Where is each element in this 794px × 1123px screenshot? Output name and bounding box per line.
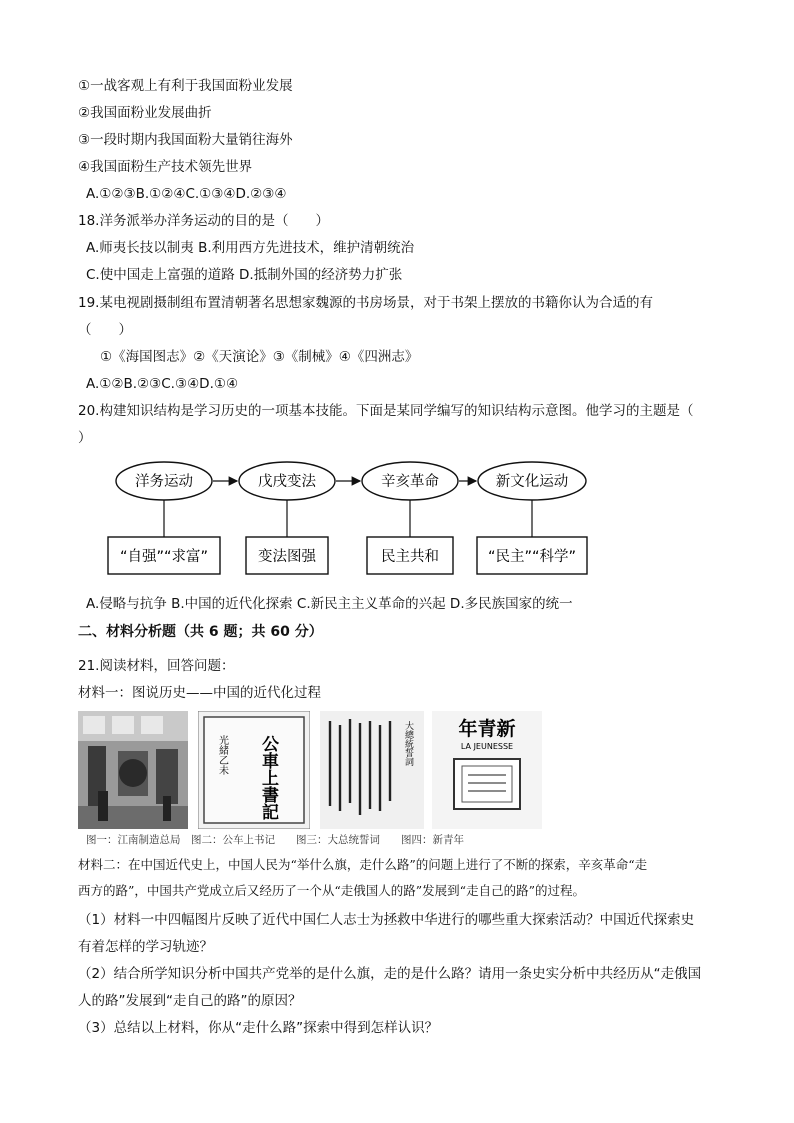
question-21: 21.阅读材料，回答问题： bbox=[78, 658, 235, 674]
node-xinhai bbox=[362, 462, 458, 500]
material-1: 材料一：图说历史——中国的近代化过程 bbox=[78, 685, 321, 701]
subquestion-2-line-2: 人的路”发展到“走自己的路”的原因？ bbox=[78, 993, 302, 1009]
subquestion-1-line-2: 有着怎样的学习轨迹？ bbox=[78, 939, 213, 955]
q19-blank: （ ） bbox=[78, 322, 132, 338]
q17-choices: A.①②③B.①②④C.①③④D.②③④ bbox=[86, 186, 287, 202]
subquestion-2-line-1: （2）结合所学知识分析中国共产党举的是什么旗，走的是什么路？请用一条史实分析中共经历从“走俄国 bbox=[78, 966, 702, 982]
option-1: ①一战客观上有利于我国面粉业发展 bbox=[78, 78, 293, 94]
q18-choices-ab: A.师夷长技以制夷 B.利用西方先进技术，维护清朝统治 bbox=[86, 240, 415, 256]
option-3: ③一段时期内我国面粉大量销往海外 bbox=[78, 132, 293, 148]
box-label: 民主共和 bbox=[381, 549, 439, 565]
box-minzhu-kexue bbox=[477, 537, 587, 574]
box-ziqiang bbox=[108, 537, 220, 574]
new-youth-subtitle: LA JEUNESSE bbox=[460, 742, 514, 751]
box-bianfa bbox=[246, 537, 328, 574]
gongche-title: 公車上書記 bbox=[258, 735, 278, 820]
photo-president-oath bbox=[320, 711, 424, 829]
gongche-side-text: 光緒乙未 bbox=[216, 735, 228, 775]
oath-heading: 大總統誓詞 bbox=[403, 721, 413, 766]
node-wuxu bbox=[239, 462, 335, 500]
node-label: 辛亥革命 bbox=[381, 474, 439, 490]
q20-choices: A.侵略与抗争 B.中国的近代化探索 C.新民主主义革命的兴起 D.多民族国家的统一 bbox=[86, 596, 573, 612]
photo-new-youth bbox=[432, 711, 542, 829]
photo-gongche-shangshu bbox=[198, 711, 310, 829]
q19-choices: A.①②B.②③C.③④D.①④ bbox=[86, 376, 239, 392]
node-label: 新文化运动 bbox=[495, 474, 569, 490]
question-20: 20.构建知识结构是学习历史的一项基本技能。下面是某同学编写的知识结构示意图。他学习的主题是（ bbox=[78, 403, 694, 419]
q20-blank: ） bbox=[78, 430, 92, 446]
subquestion-3: （3）总结以上材料，你从“走什么路”探索中得到怎样认识？ bbox=[78, 1020, 439, 1036]
box-label: “民主”“科学” bbox=[487, 549, 577, 565]
q18-choices-cd: C.使中国走上富强的道路 D.抵制外国的经济势力扩张 bbox=[86, 267, 403, 283]
q19-books: ①《海国图志》②《天演论》③《制械》④《四洲志》 bbox=[100, 349, 419, 365]
box-minzhu-gonghe bbox=[367, 537, 453, 574]
node-yangwu bbox=[116, 462, 212, 500]
box-label: 变法图强 bbox=[258, 549, 316, 565]
photo-captions: 图一：江南制造总局 图二：公车上书记 图三：大总统誓词 图四：新青年 bbox=[86, 834, 464, 846]
box-label: “自强”“求富” bbox=[119, 549, 209, 565]
node-label: 戊戌变法 bbox=[258, 474, 316, 490]
node-label: 洋务运动 bbox=[135, 474, 193, 490]
question-18: 18.洋务派举办洋务运动的目的是（ ） bbox=[78, 213, 329, 229]
material-2-line-1: 材料二：在中国近代史上，中国人民为“举什么旗，走什么路”的问题上进行了不断的探索，辛亥革命“走 bbox=[78, 857, 648, 872]
question-19: 19.某电视剧摄制组布置清朝著名思想家魏源的书房场景，对于书架上摆放的书籍你认为合适的有 bbox=[78, 295, 653, 311]
option-4: ④我国面粉生产技术领先世界 bbox=[78, 159, 253, 175]
option-2: ②我国面粉业发展曲折 bbox=[78, 105, 212, 121]
knowledge-structure-diagram bbox=[100, 455, 610, 580]
node-xinwenhua bbox=[478, 462, 586, 500]
subquestion-1-line-1: （1）材料一中四幅图片反映了近代中国仁人志士为拯救中华进行的哪些重大探索活动？中国近代探索史 bbox=[78, 912, 695, 928]
section-2-heading: 二、材料分析题（共 6 题；共 60 分） bbox=[78, 624, 323, 640]
photo-jiangnan-arsenal bbox=[78, 711, 188, 829]
material-2-line-2: 西方的路”，中国共产党成立后又经历了一个从“走俄国人的路”发展到“走自己的路”的过程。 bbox=[78, 883, 585, 898]
new-youth-title: 年青新 bbox=[458, 718, 516, 740]
